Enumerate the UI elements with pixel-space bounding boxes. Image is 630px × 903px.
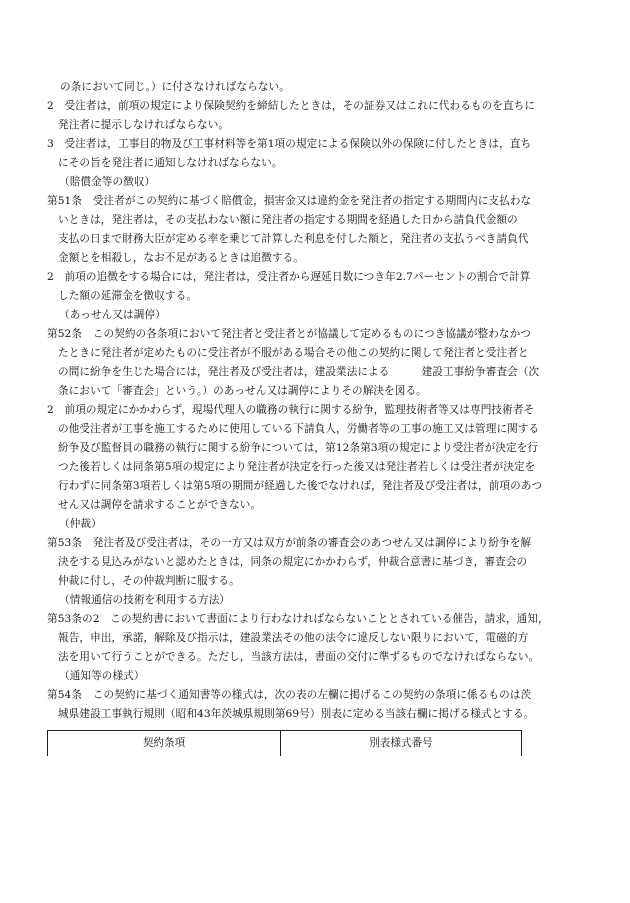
text-line: 仲裁に付し，その仲裁判断に服する。 xyxy=(58,575,240,587)
section-heading: （通知等の様式） xyxy=(59,670,145,682)
text-line: 2 前項の規定にかかわらず，現場代理人の職務の執行に関する紛争，監理技術者等又は専門技術者そ xyxy=(47,404,535,416)
table-header-form-number: 別表様式番号 xyxy=(281,731,522,754)
text-line: 城県建設工事執行規則（昭和43年茨城県規則第69号）別表に定める当該右欄に掲げる様式とする。 xyxy=(58,708,535,720)
text-line: 支払の日まで財務大臣が定める率を乗じて計算した利息を付した額と，発注者の支払うべき請負代 xyxy=(58,233,529,245)
text-line: 3 受注者は，工事目的物及び工事材料等を第1項の規定による保険以外の保険に付したときは，直ち xyxy=(47,138,532,150)
text-line: せん又は調停を請求することができない。 xyxy=(58,499,262,511)
table-cell xyxy=(48,753,281,756)
article-line: 第51条 受注者がこの契約に基づく賠償金，損害金又は違約金を発注者の指定する期間内に支払わな xyxy=(47,195,532,207)
text-line: 決をする見込みがないと認めたときは，同条の規定にかかわらず，仲裁合意書に基づき，審査会の xyxy=(58,556,528,568)
text-line: した額の延滞金を徴収する。 xyxy=(58,290,198,302)
section-heading: （情報通信の技術を利用する方法） xyxy=(59,594,231,606)
text-line: 金額とを相殺し，なお不足があるときは追徴する。 xyxy=(58,252,304,264)
text-line: 発注者に提示しなければならない。 xyxy=(58,119,230,131)
text-line: 2 受注者は，前項の規定により保険契約を締結したときは，その証券又はこれに代わるものを直ちに xyxy=(47,100,536,112)
article-line: 第53条 発注者及び受注者は，その一方又は双方が前条の審査会のあつせん又は調停により紛争を解 xyxy=(47,537,532,549)
article-line: 第52条 この契約の各条項において発注者と受注者とが協議して定めるものにつき協議が整わなかつ xyxy=(47,328,531,340)
table-cell xyxy=(281,753,522,756)
table-row xyxy=(48,753,522,756)
article-line: 第53条の2 この契約書において書面により行わなければならないこととされている催告，請求，通知， xyxy=(47,613,549,625)
text-line: 紛争及び監督員の職務の執行に関する紛争については，第12条第3項の規定により受注者が決定を行 xyxy=(58,442,539,454)
text-line: 行わずに同条第3項若しくは第5項の期間が経過した後でなければ，発注者及び受注者は，前項のあつ xyxy=(58,480,543,492)
text-line: の他受注者が工事を施工するために使用している下請負人，労働者等の工事の施工又は管理に関する xyxy=(58,423,540,435)
section-heading: （あっせん又は調停） xyxy=(59,309,166,321)
text-line: にその旨を発注者に通知しなければならない。 xyxy=(58,157,283,169)
text-line: の間に紛争を生じた場合には，発注者及び受注者は，建設業法による 建設工事紛争審査会（次 xyxy=(58,366,540,378)
article-line: 第54条 この契約に基づく通知書等の様式は，次の表の左欄に掲げるこの契約の条項に係るものは茨 xyxy=(47,689,532,701)
text-line: 法を用いて行うことができる。ただし，当該方法は，書面の交付に準ずるものでなければならない。 xyxy=(58,651,540,663)
text-line: の条において同じ。）に付さなければならない。 xyxy=(60,81,290,93)
section-heading: （賠償金等の徴収） xyxy=(59,176,156,188)
text-line: いときは，発注者は，その支払わない額に発注者の指定する期間を経過した日から請負代金額の xyxy=(58,214,518,226)
text-line: 条において「審査会」という。）のあっせん又は調停によりその解決を図る。 xyxy=(58,385,427,397)
text-line: つた後若しくは同条第5項の規定により発注者が決定を行った後又は発注者若しくは受注者が決定を xyxy=(58,461,536,473)
form-table xyxy=(47,730,522,756)
text-line: たときに発注者が定めたものに受注者が不服がある場合その他この契約に関して発注者と受注者と xyxy=(58,347,529,359)
section-heading: （仲裁） xyxy=(59,518,102,530)
table-header-row xyxy=(48,731,522,754)
table-header-clause: 契約条項 xyxy=(48,731,281,754)
text-line: 報告，申出，承諾，解除及び指示は，建設業法その他の法令に違反しない限りにおいて，電磁的方 xyxy=(58,632,529,644)
text-line: 2 前項の追徴をする場合には，発注者は，受注者から遅延日数につき年2.7パーセントの割合で計算 xyxy=(47,271,531,283)
